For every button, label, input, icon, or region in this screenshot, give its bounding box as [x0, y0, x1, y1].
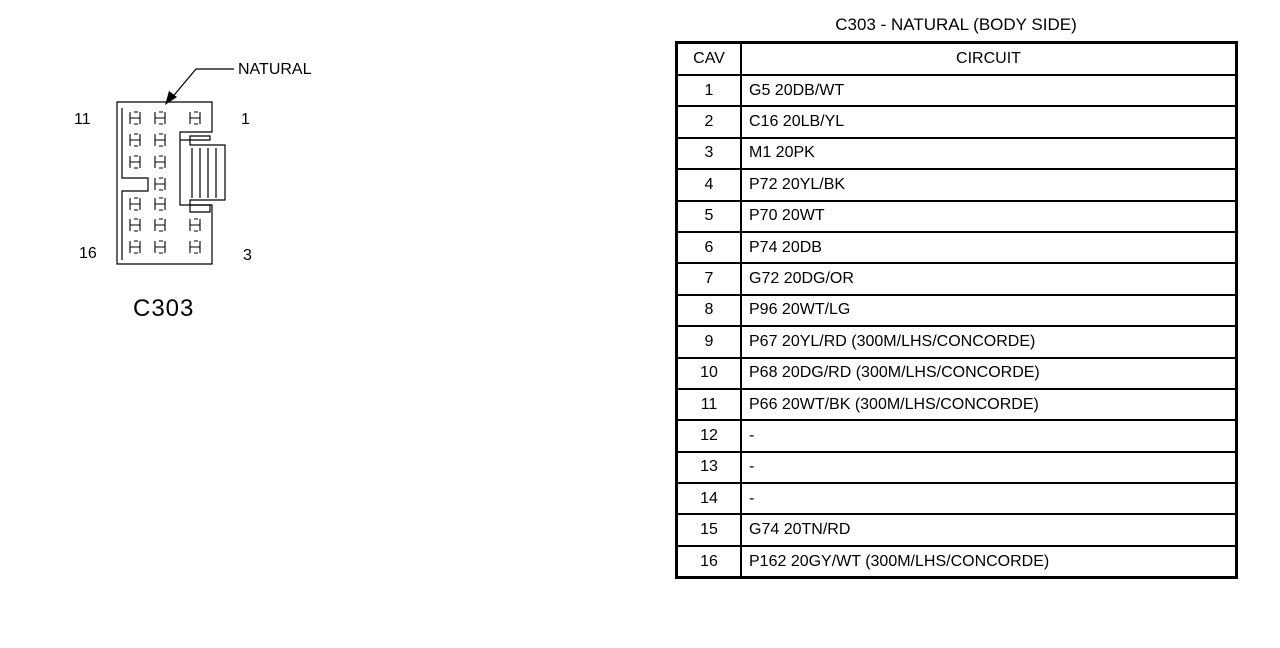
circuit-value: C16 20LB/YL: [741, 106, 1237, 137]
table-row: [677, 169, 1237, 200]
circuit-value: P67 20YL/RD (300M/LHS/CONCORDE): [741, 326, 1237, 357]
cav-number: 7: [677, 263, 742, 294]
table-row: [677, 483, 1237, 514]
pin-label-top-left: 11: [74, 111, 91, 128]
header-cav: CAV: [677, 43, 742, 76]
circuit-value: P74 20DB: [741, 232, 1237, 263]
circuit-value: P66 20WT/BK (300M/LHS/CONCORDE): [741, 389, 1237, 420]
cav-number: 11: [677, 389, 742, 420]
cav-number: 16: [677, 546, 742, 578]
table-row: [677, 263, 1237, 294]
table-row: [677, 75, 1237, 106]
cav-number: 8: [677, 295, 742, 326]
circuit-value: P70 20WT: [741, 201, 1237, 232]
cav-number: 1: [677, 75, 742, 106]
table-row: [677, 514, 1237, 545]
table-header-row: [677, 43, 1237, 76]
table-body: [677, 75, 1237, 578]
cav-number: 14: [677, 483, 742, 514]
connector-name: C303: [133, 295, 195, 322]
table-row: [677, 138, 1237, 169]
cav-number: 13: [677, 452, 742, 483]
pin-label-bottom-right: 3: [243, 247, 252, 264]
circuit-value: G5 20DB/WT: [741, 75, 1237, 106]
cav-number: 10: [677, 358, 742, 389]
circuit-value: P162 20GY/WT (300M/LHS/CONCORDE): [741, 546, 1237, 578]
pin-label-top-right: 1: [241, 111, 250, 128]
cavity-table: [675, 41, 1238, 579]
circuit-value: -: [741, 483, 1237, 514]
table-row: [677, 358, 1237, 389]
table-row: [677, 420, 1237, 451]
cav-number: 5: [677, 201, 742, 232]
circuit-value: P68 20DG/RD (300M/LHS/CONCORDE): [741, 358, 1237, 389]
leader-line: [170, 69, 234, 100]
pin-label-bottom-left: 16: [79, 245, 97, 262]
table-title: C303 - NATURAL (BODY SIDE): [835, 15, 1077, 34]
circuit-value: -: [741, 420, 1237, 451]
cav-number: 2: [677, 106, 742, 137]
cav-number: 9: [677, 326, 742, 357]
table-row: [677, 201, 1237, 232]
table-row: [677, 452, 1237, 483]
circuit-value: P72 20YL/BK: [741, 169, 1237, 200]
circuit-value: -: [741, 452, 1237, 483]
table-row: [677, 326, 1237, 357]
cav-number: 4: [677, 169, 742, 200]
circuit-value: P96 20WT/LG: [741, 295, 1237, 326]
circuit-value: M1 20PK: [741, 138, 1237, 169]
table-row: [677, 295, 1237, 326]
cav-number: 12: [677, 420, 742, 451]
cav-number: 6: [677, 232, 742, 263]
table-row: [677, 546, 1237, 578]
cav-number: 15: [677, 514, 742, 545]
circuit-value: G74 20TN/RD: [741, 514, 1237, 545]
table-row: [677, 389, 1237, 420]
cavity-pins: [130, 112, 200, 253]
table-row: [677, 106, 1237, 137]
table-row: [677, 232, 1237, 263]
cav-number: 3: [677, 138, 742, 169]
circuit-value: G72 20DG/OR: [741, 263, 1237, 294]
header-circuit: CIRCUIT: [741, 43, 1237, 76]
color-label: NATURAL: [238, 61, 312, 78]
